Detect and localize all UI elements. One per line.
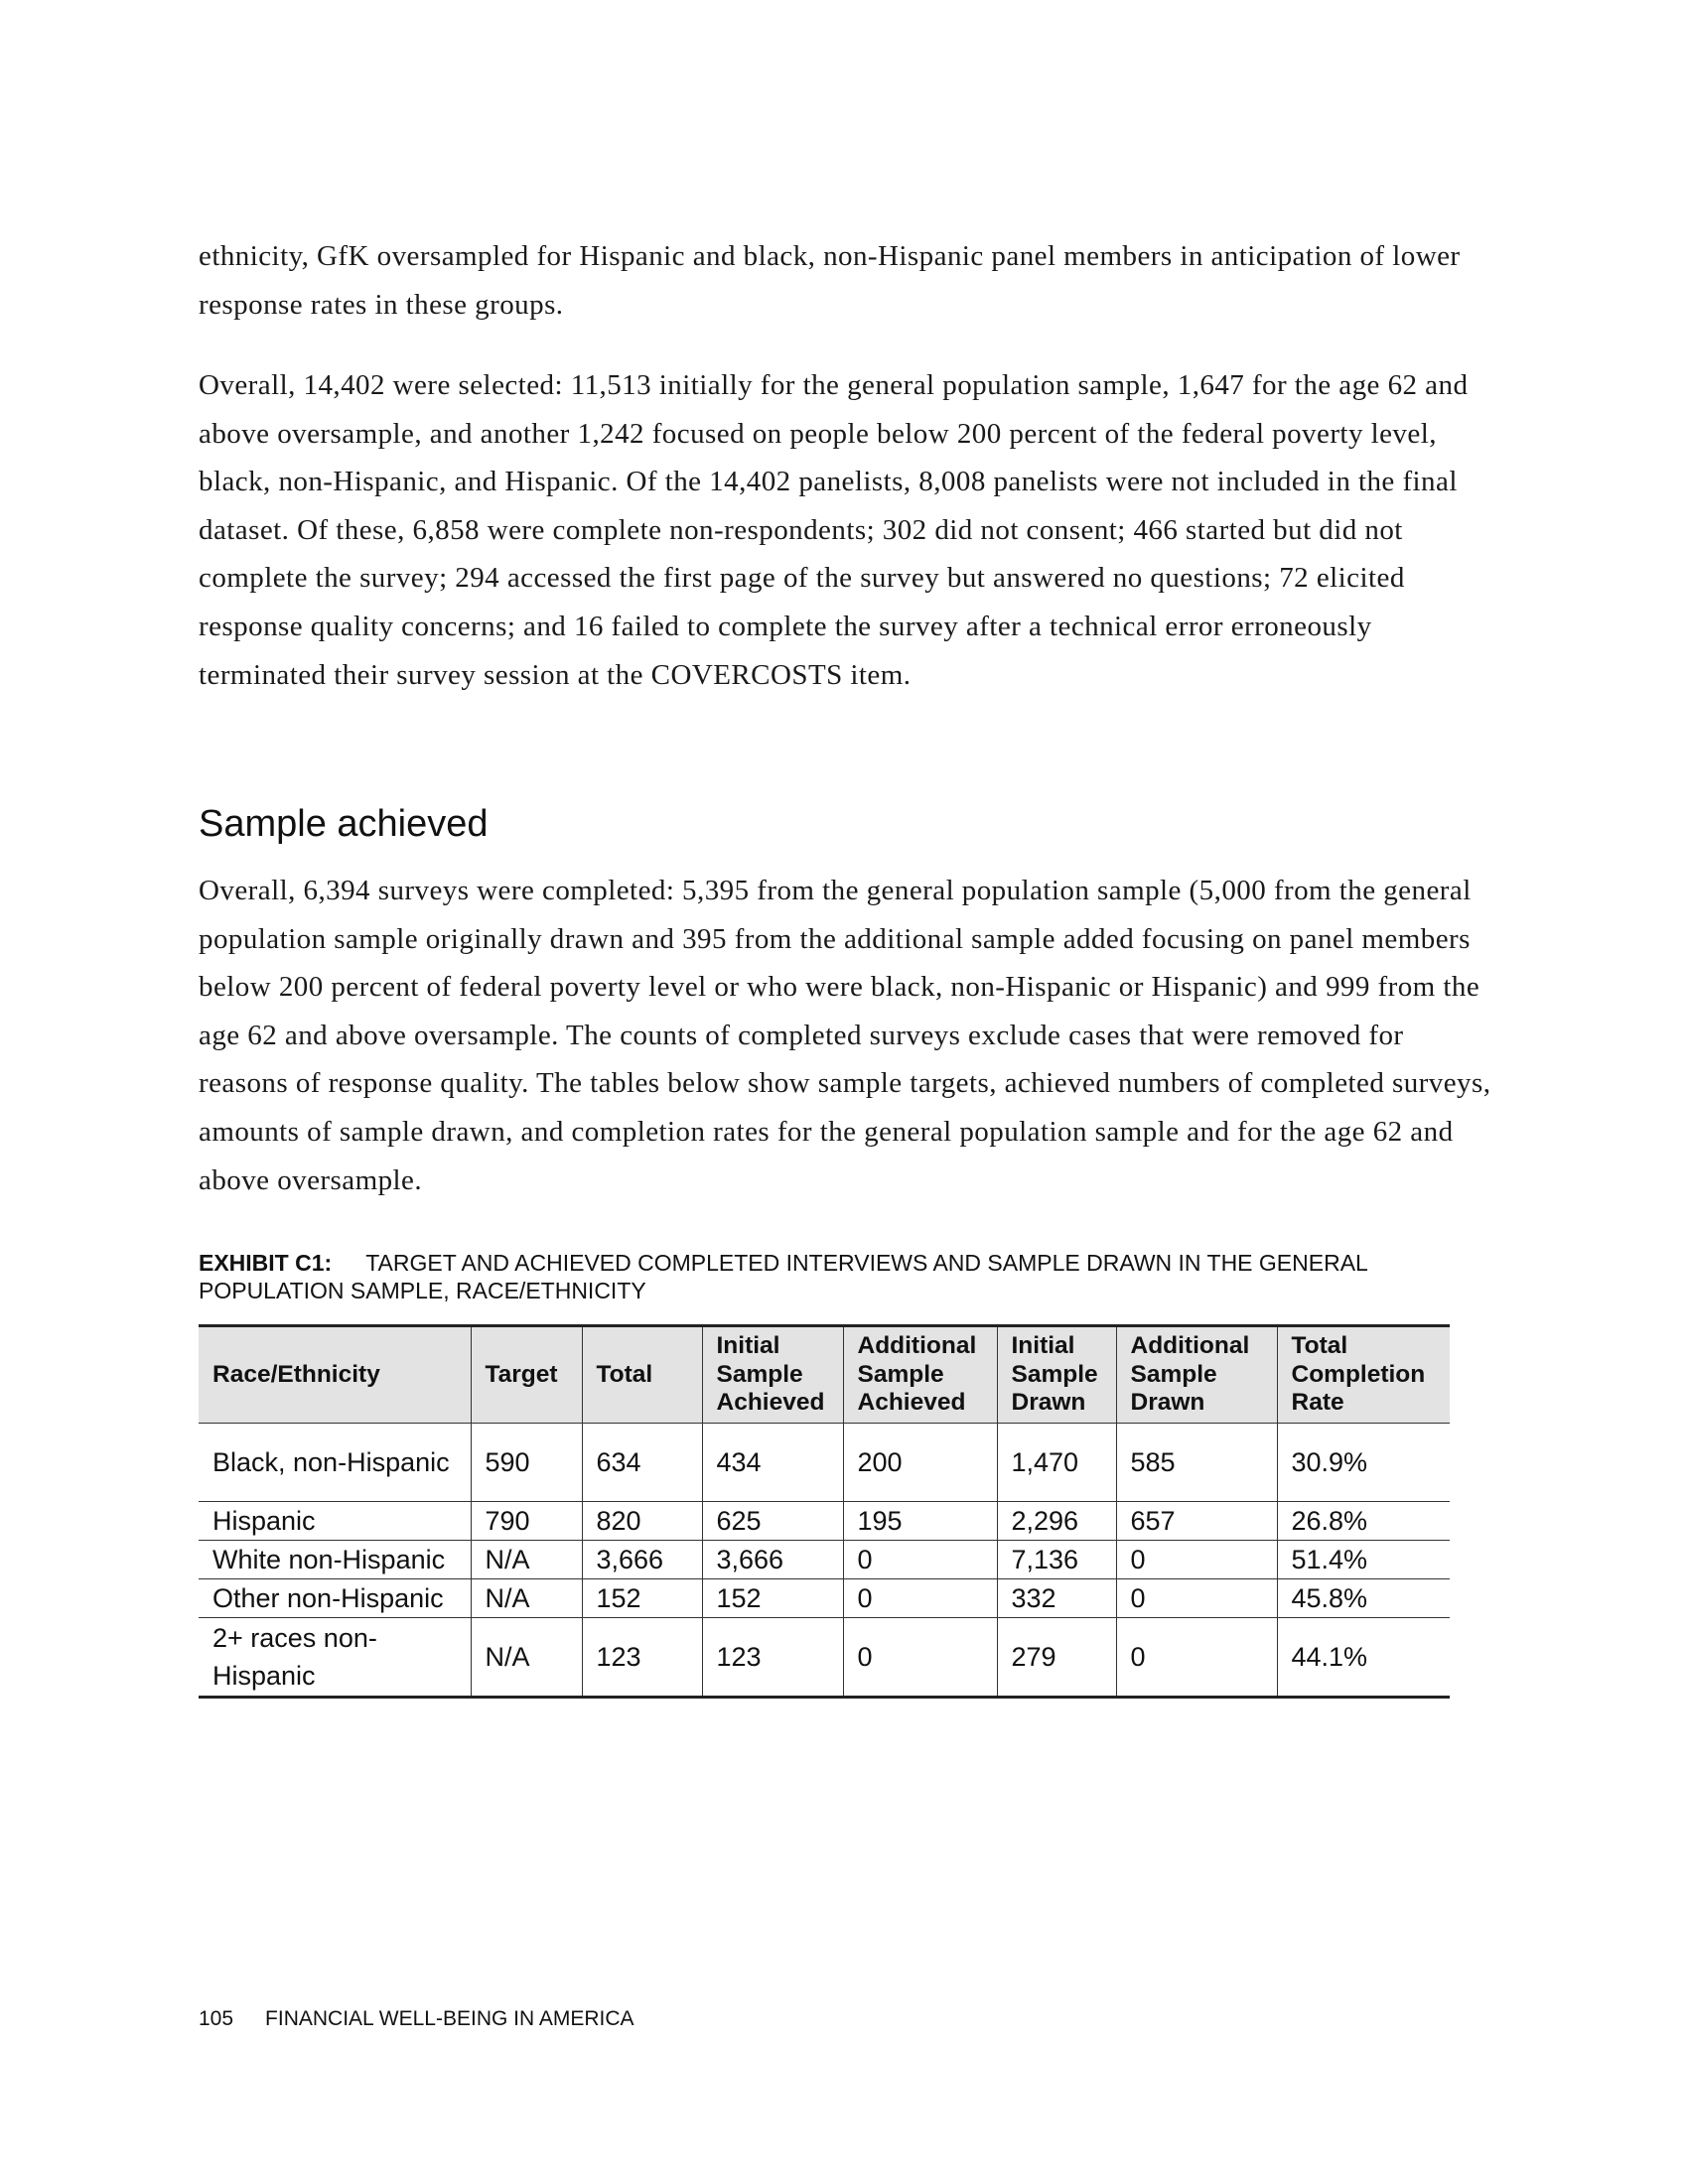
table-cell: 585 [1116,1424,1277,1502]
table-cell: 26.8% [1277,1502,1450,1541]
table-cell: 2+ races non-Hispanic [199,1618,471,1698]
footer-title: FINANCIAL WELL-BEING IN AMERICA [265,2007,634,2030]
table-cell: 44.1% [1277,1618,1450,1698]
table-cell: 51.4% [1277,1541,1450,1579]
table-cell: Other non-Hispanic [199,1579,471,1618]
table-cell: 0 [1116,1618,1277,1698]
table-row [199,1502,1450,1541]
table-cell: N/A [471,1618,582,1698]
table-cell: 625 [702,1502,843,1541]
table-cell: 30.9% [1277,1424,1450,1502]
column-header: Target [471,1326,582,1424]
table-cell: 3,666 [582,1541,702,1579]
table-cell: 0 [843,1541,997,1579]
table-cell: 1,470 [997,1424,1116,1502]
table-cell: 195 [843,1502,997,1541]
page-footer [199,2006,634,2032]
table-cell: 3,666 [702,1541,843,1579]
column-header: Race/Ethnicity [199,1326,471,1424]
table-cell: 279 [997,1618,1116,1698]
exhibit-title: TARGET AND ACHIEVED COMPLETED INTERVIEWS AND SAMPLE DRAWN IN THE GENERAL POPULATION SAMPLE, RACE/ETHNICITY [199,1250,1367,1303]
table-cell: 434 [702,1424,843,1502]
table-cell: White non-Hispanic [199,1541,471,1579]
table-cell: 332 [997,1579,1116,1618]
table-row [199,1579,1450,1618]
table-cell: 200 [843,1424,997,1502]
table-cell: 45.8% [1277,1579,1450,1618]
exhibit-caption [199,1249,1499,1304]
table-cell: 123 [702,1618,843,1698]
body-paragraph: ethnicity, GfK oversampled for Hispanic and black, non-Hispanic panel members in anticipation of lower response rates in these groups. [199,240,1461,321]
column-header: Additional Sample Achieved [843,1326,997,1424]
column-header: Initial Sample Drawn [997,1326,1116,1424]
column-header: Total [582,1326,702,1424]
table-cell: N/A [471,1579,582,1618]
table-cell: 0 [1116,1579,1277,1618]
table-header-row [199,1326,1450,1424]
table-row [199,1424,1450,1502]
column-header: Total Completion Rate [1277,1326,1450,1424]
table-cell: 0 [1116,1541,1277,1579]
body-paragraph: Overall, 6,394 surveys were completed: 5,395 from the general population sample (5,000 from the general population sample originally drawn and 395 from the additional sample added focusing on panel members below 200 percent of federal poverty level or who were black, non-Hispanic or Hispanic) and 999 from the age 62 and above oversample. The counts of completed surveys exclude cases that were removed for reasons of response quality. The tables below show sample targets, achieved numbers of completed surveys, amounts of sample drawn, and completion rates for the general population sample and for the age 62 and above oversample. [199,875,1491,1196]
section-heading: Sample achieved [199,803,489,845]
table-cell: 634 [582,1424,702,1502]
page-number: 105 [199,2007,234,2030]
table-cell: 0 [843,1618,997,1698]
table-cell: 790 [471,1502,582,1541]
table-cell: 820 [582,1502,702,1541]
column-header: Initial Sample Achieved [702,1326,843,1424]
table-cell: 152 [702,1579,843,1618]
table-cell: 123 [582,1618,702,1698]
table-row [199,1618,1450,1698]
table-cell: 590 [471,1424,582,1502]
table-cell: 0 [843,1579,997,1618]
table-row [199,1541,1450,1579]
table-cell: 2,296 [997,1502,1116,1541]
column-header: Additional Sample Drawn [1116,1326,1277,1424]
exhibit-label: EXHIBIT C1: [199,1250,333,1276]
table-cell: 152 [582,1579,702,1618]
table-cell: Hispanic [199,1502,471,1541]
table-cell: 657 [1116,1502,1277,1541]
body-paragraph: Overall, 14,402 were selected: 11,513 initially for the general population sample, 1,647 for the age 62 and above oversample, and another 1,242 focused on people below 200 percent of the federal poverty level, black, non-Hispanic, and Hispanic. Of the 14,402 panelists, 8,008 panelists were not included in the final dataset. Of these, 6,858 were complete non-respondents; 302 did not consent; 466 started but did not complete the survey; 294 accessed the first page of the survey but answered no questions; 72 elicited response quality concerns; and 16 failed to complete the survey after a technical error erroneously terminated their survey session at the COVERCOSTS item. [199,369,1469,691]
table-cell: Black, non-Hispanic [199,1424,471,1502]
table-cell: 7,136 [997,1541,1116,1579]
data-table [199,1324,1450,1699]
table-cell: N/A [471,1541,582,1579]
